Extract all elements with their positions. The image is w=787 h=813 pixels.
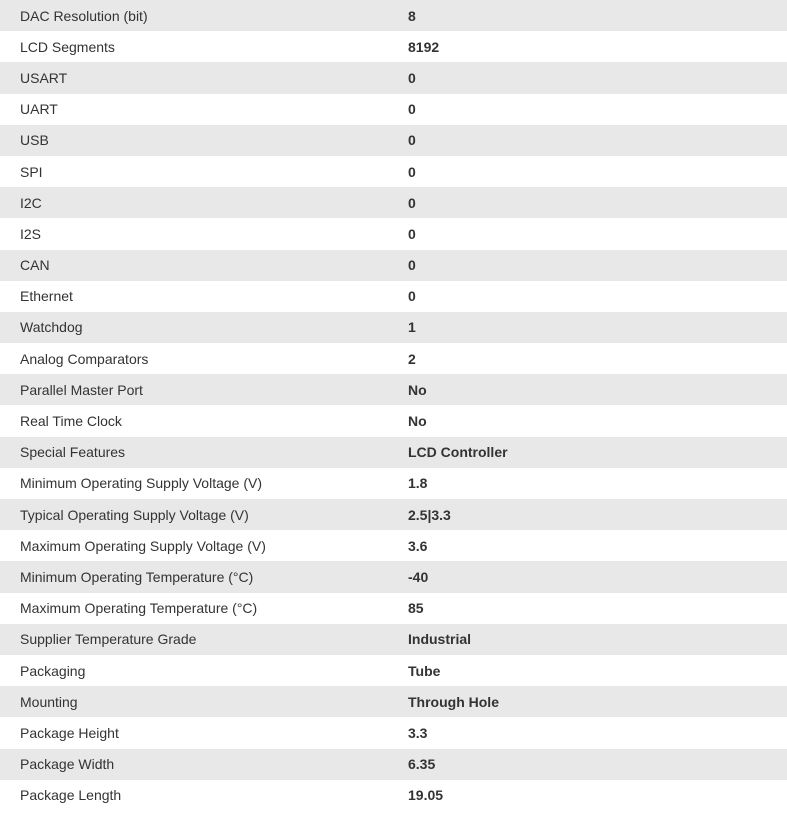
spec-value: 0 — [408, 257, 416, 274]
table-row — [0, 62, 787, 93]
spec-value: Tube — [408, 662, 441, 679]
spec-value: 1 — [408, 319, 416, 336]
table-row — [0, 405, 787, 436]
spec-value: No — [408, 413, 427, 430]
spec-value: No — [408, 381, 427, 398]
spec-value: 0 — [408, 163, 416, 180]
table-row — [0, 94, 787, 125]
table-row — [0, 125, 787, 156]
spec-label: I2S — [20, 225, 42, 242]
table-row — [0, 717, 787, 748]
spec-value: Through Hole — [408, 693, 499, 710]
spec-label: USART — [20, 69, 68, 86]
spec-value: Industrial — [408, 631, 472, 648]
table-row — [0, 343, 787, 374]
spec-label: Special Features — [20, 444, 126, 461]
spec-label: I2C — [20, 194, 42, 211]
table-row — [0, 187, 787, 218]
spec-value: 3.3 — [408, 724, 428, 741]
table-row — [0, 780, 787, 811]
spec-value: 0 — [408, 101, 416, 118]
spec-label: Ethernet — [20, 288, 73, 305]
spec-value: 8 — [408, 7, 416, 24]
spec-value: 0 — [408, 132, 416, 149]
table-row — [0, 250, 787, 281]
spec-label: Maximum Operating Temperature (°C) — [20, 600, 258, 617]
spec-label: Package Length — [20, 787, 122, 804]
spec-label: Mounting — [20, 693, 78, 710]
spec-value: 0 — [408, 69, 416, 86]
table-row — [0, 468, 787, 499]
spec-label: CAN — [20, 257, 50, 274]
table-row — [0, 374, 787, 405]
spec-label: DAC Resolution (bit) — [20, 7, 148, 24]
table-row — [0, 499, 787, 530]
spec-value: 2 — [408, 350, 416, 367]
table-row — [0, 686, 787, 717]
spec-label: Parallel Master Port — [20, 381, 143, 398]
table-row — [0, 312, 787, 343]
spec-label: Minimum Operating Supply Voltage (V) — [20, 475, 262, 492]
spec-label: Package Height — [20, 724, 119, 741]
spec-value: 1.8 — [408, 475, 428, 492]
spec-label: Analog Comparators — [20, 350, 149, 367]
spec-label: USB — [20, 132, 49, 149]
spec-value: 0 — [408, 194, 416, 211]
spec-value: 8192 — [408, 38, 440, 55]
table-row — [0, 624, 787, 655]
spec-label: Minimum Operating Temperature (°C) — [20, 568, 254, 585]
spec-value: LCD Controller — [408, 444, 508, 461]
table-row — [0, 31, 787, 62]
table-row — [0, 0, 787, 31]
spec-label: Packaging — [20, 662, 86, 679]
spec-value: -40 — [408, 568, 429, 585]
spec-label: UART — [20, 101, 58, 118]
spec-label: Watchdog — [20, 319, 83, 336]
table-row — [0, 593, 787, 624]
table-row — [0, 561, 787, 592]
spec-value: 2.5|3.3 — [408, 506, 451, 523]
spec-value: 85 — [408, 600, 424, 617]
spec-value: 0 — [408, 225, 416, 242]
spec-label: SPI — [20, 163, 43, 180]
table-row — [0, 437, 787, 468]
spec-value: 19.05 — [408, 787, 444, 804]
spec-label: Package Width — [20, 756, 115, 773]
table-row — [0, 156, 787, 187]
spec-label: Real Time Clock — [20, 413, 122, 430]
table-row — [0, 281, 787, 312]
table-row — [0, 655, 787, 686]
spec-value: 3.6 — [408, 537, 428, 554]
spec-value: 6.35 — [408, 756, 436, 773]
spec-label: Supplier Temperature Grade — [20, 631, 197, 648]
spec-label: Maximum Operating Supply Voltage (V) — [20, 537, 266, 554]
spec-label: LCD Segments — [20, 38, 115, 55]
table-row — [0, 530, 787, 561]
spec-label: Typical Operating Supply Voltage (V) — [20, 506, 249, 523]
table-row — [0, 749, 787, 780]
table-row — [0, 218, 787, 249]
spec-value: 0 — [408, 288, 416, 305]
